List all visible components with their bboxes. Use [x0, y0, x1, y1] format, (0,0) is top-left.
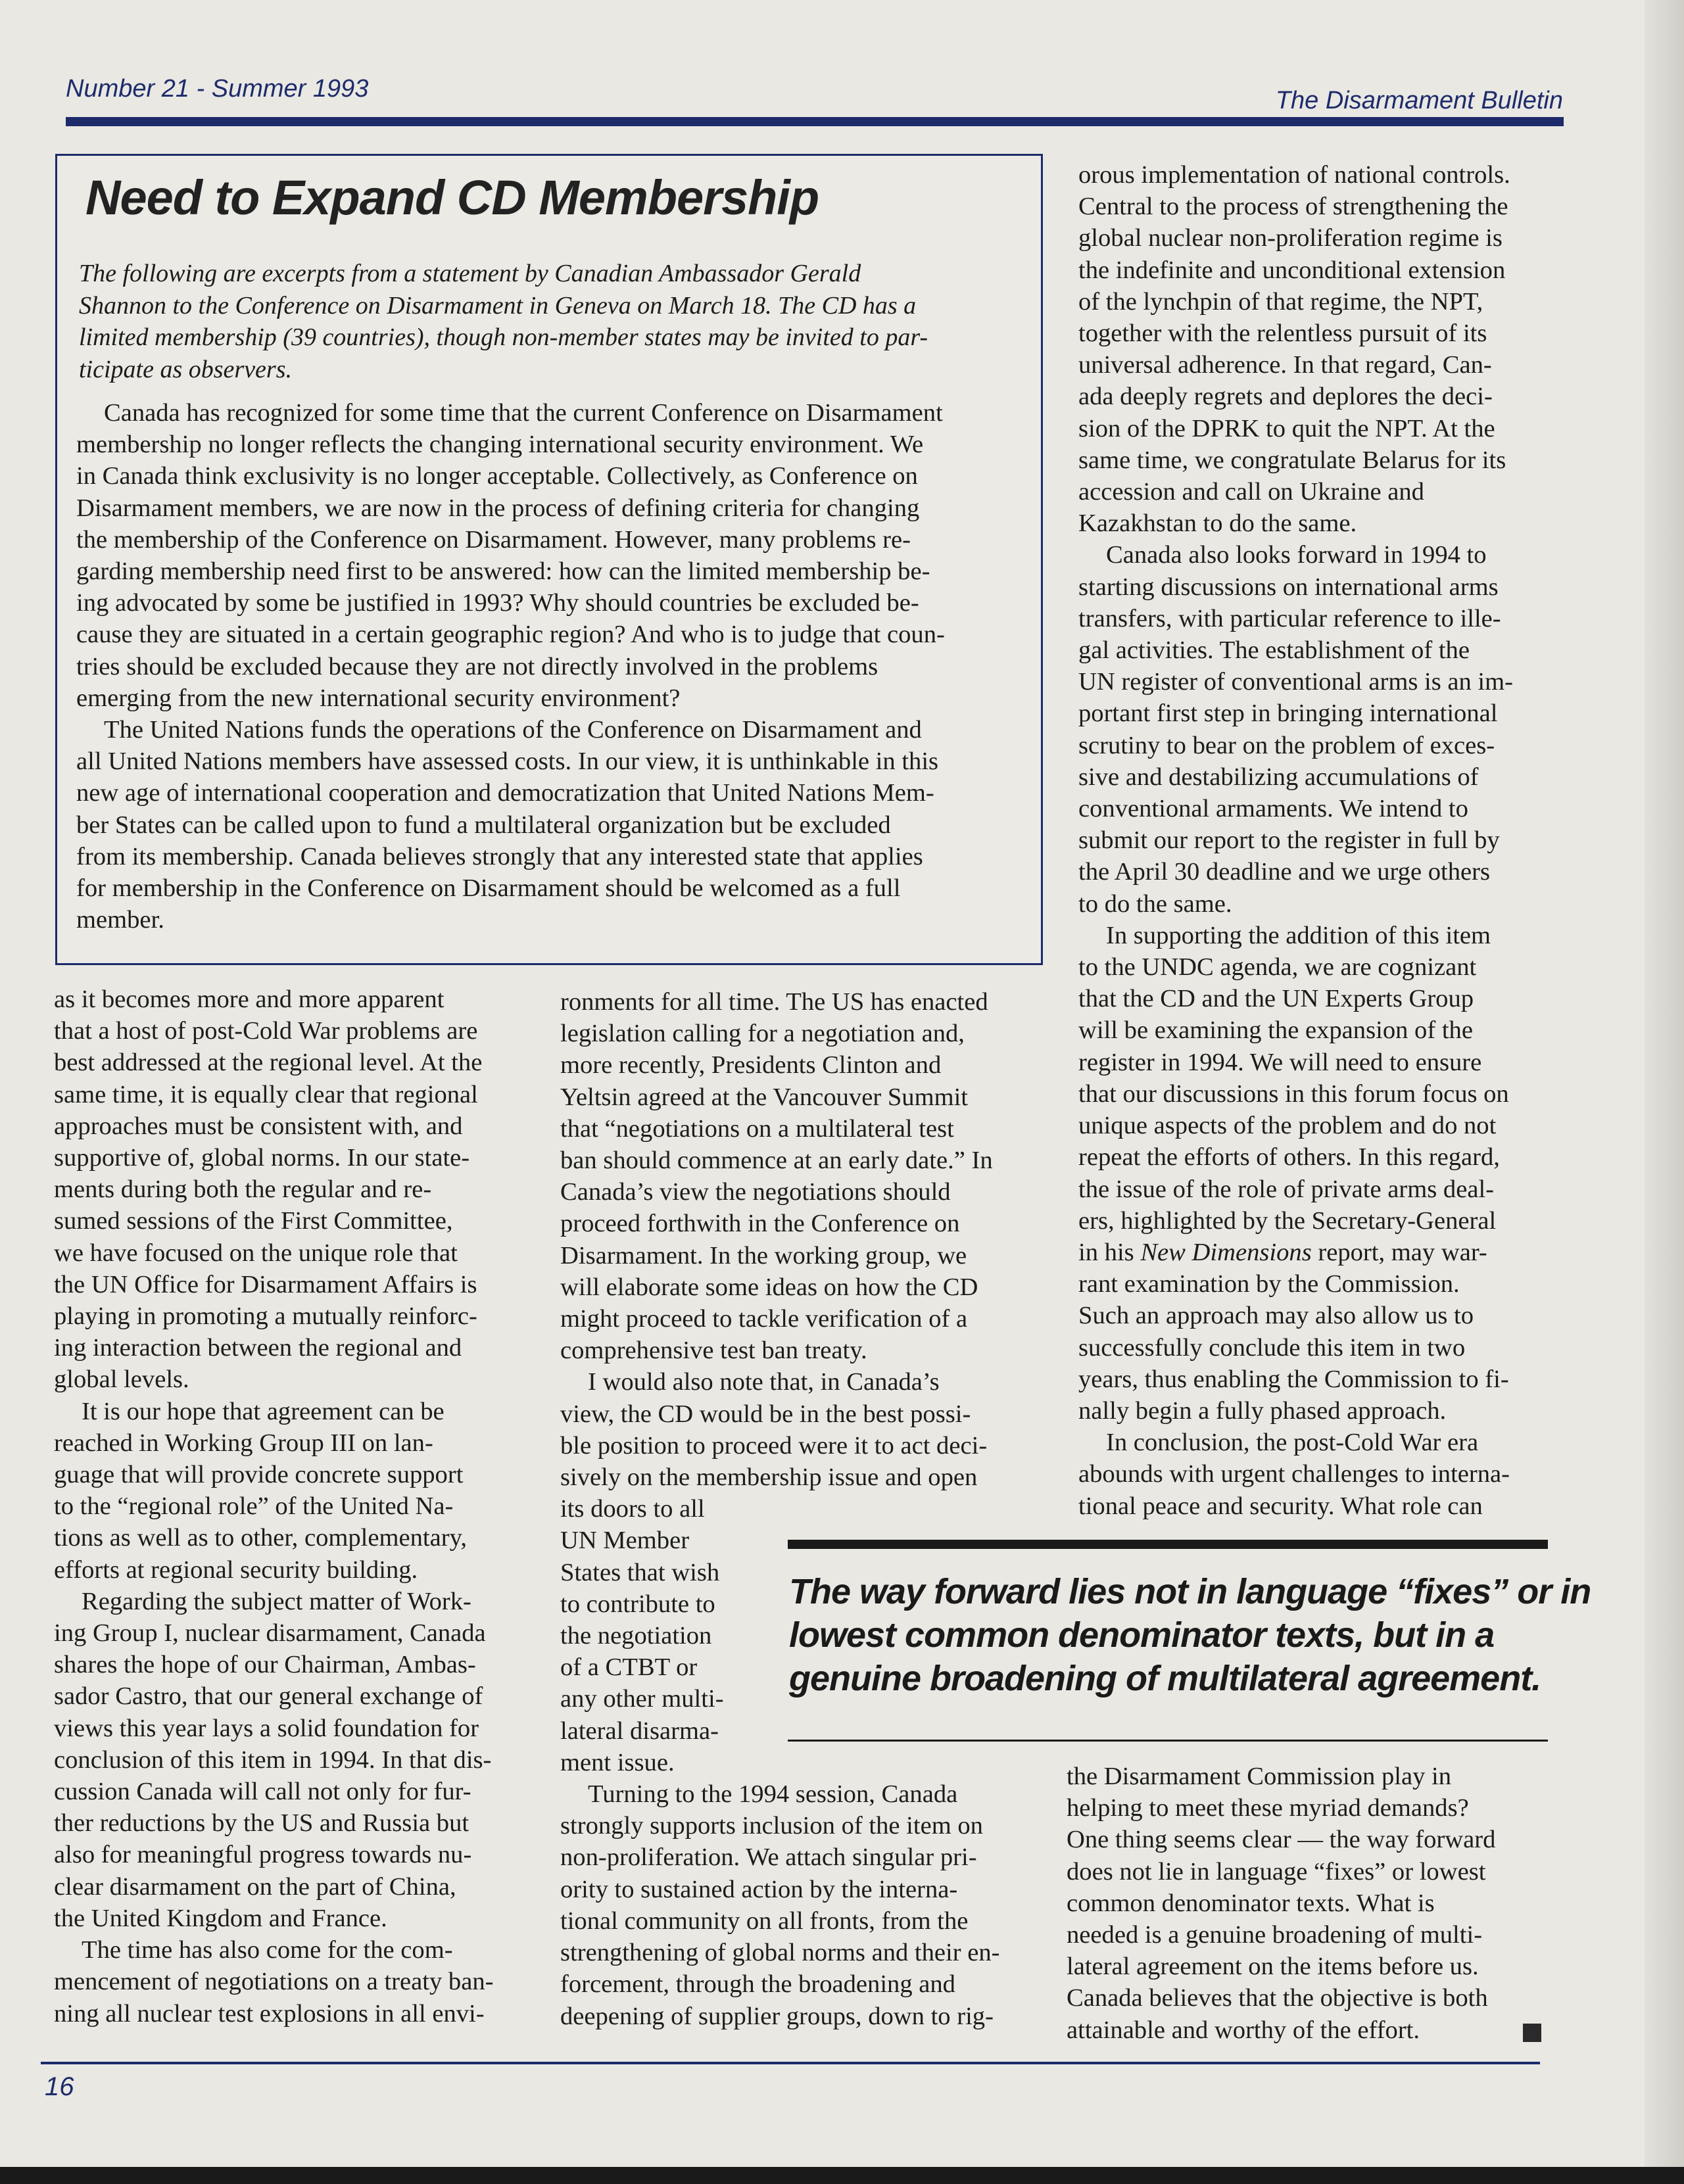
text-line: States that wish — [560, 1558, 720, 1586]
text-line: the Disarmament Commission play in — [1067, 1763, 1452, 1790]
text-line: ada deeply regrets and deplores the deci- — [1078, 383, 1493, 411]
text-line: orous implementation of national controls. — [1078, 161, 1510, 189]
text-line: the United Kingdom and France. — [54, 1904, 387, 1932]
text-line: all United Nations members have assessed costs. In our view, it is unthinkable in this — [76, 748, 939, 776]
text-line: we have focused on the unique role that — [54, 1239, 458, 1267]
text-line: universal adherence. In that regard, Can- — [1078, 351, 1492, 379]
text-line: tional peace and security. What role can — [1078, 1492, 1483, 1520]
text-line: legislation calling for a negotiation and, — [560, 1020, 965, 1048]
text-line: sumed sessions of the First Committee, — [54, 1207, 453, 1235]
text-line: conclusion of this item in 1994. In that dis- — [54, 1745, 492, 1774]
text-line: garding membership need first to be answered: how can the limited membership be- — [76, 558, 930, 586]
text-line: also for meaningful progress towards nu- — [54, 1841, 472, 1869]
pull-quote-line: genuine broadening of multilateral agreement. — [789, 1659, 1541, 1698]
text-line: more recently, Presidents Clinton and — [560, 1051, 942, 1080]
article-title: Need to Expand CD Membership — [85, 170, 819, 225]
text-span: report, may war- — [1311, 1238, 1487, 1266]
scan-edge-strip — [0, 2167, 1684, 2184]
text-line: tries should be excluded because they are not directly involved in the problems — [76, 652, 878, 680]
text-line: repeat the efforts of others. In this regard, — [1078, 1143, 1500, 1172]
text-line: ing advocated by some be justified in 1993? Why should countries be excluded be- — [76, 589, 919, 617]
text-line: will be examining the expansion of the — [1078, 1016, 1473, 1045]
text-line: guage that will provide concrete support — [54, 1461, 464, 1489]
end-of-article-mark — [1523, 2024, 1541, 2042]
text-line: same time, it is equally clear that regional — [54, 1080, 478, 1108]
text-line: the UN Office for Disarmament Affairs is — [54, 1270, 477, 1298]
header-rule — [66, 117, 1564, 126]
text-line: sion of the DPRK to quit the NPT. At the — [1078, 414, 1495, 442]
text-line: Canada has recognized for some time that the current Conference on Disarmament — [104, 399, 943, 427]
text-line: Canada’s view the negotiations should — [560, 1178, 951, 1206]
text-line: ber States can be called upon to fund a multilateral organization but be excluded — [76, 811, 891, 839]
text-line: to the “regional role” of the United Na- — [54, 1492, 454, 1521]
text-line: strongly supports inclusion of the item on — [560, 1812, 983, 1840]
text-line: proceed forthwith in the Conference on — [560, 1210, 960, 1238]
text-line: cussion Canada will call not only for fur- — [54, 1778, 471, 1806]
text-line — [1078, 1237, 1513, 1268]
text-line: Disarmament. In the working group, we — [560, 1241, 967, 1270]
text-line: emerging from the new international security environment? — [76, 684, 681, 712]
text-line: ments during both the regular and re- — [54, 1175, 432, 1204]
text-line: sador Castro, that our general exchange of — [54, 1682, 483, 1711]
text-line: any other multi- — [560, 1685, 724, 1713]
text-line: that our discussions in this forum focus on — [1078, 1080, 1509, 1108]
text-line: the membership of the Conference on Disarmament. However, many problems re- — [76, 525, 911, 554]
text-line: scrutiny to bear on the problem of exces- — [1078, 731, 1495, 759]
text-line: Yeltsin agreed at the Vancouver Summit — [560, 1083, 969, 1111]
text-span: in his — [1078, 1238, 1141, 1266]
text-line: UN register of conventional arms is an im- — [1078, 668, 1514, 696]
text-line: as it becomes more and more apparent — [54, 985, 445, 1013]
text-line: to do the same. — [1078, 890, 1232, 918]
column-3 — [1078, 159, 1513, 1522]
text-line: will elaborate some ideas on how the CD — [560, 1273, 978, 1301]
pull-quote-rule-top — [788, 1540, 1548, 1549]
intro-line: ticipate as observers. — [79, 355, 293, 383]
text-line: to the UNDC agenda, we are cognizant — [1078, 953, 1477, 982]
text-line: needed is a genuine broadening of multi- — [1067, 1921, 1483, 1949]
text-line: I would also note that, in Canada’s — [588, 1368, 940, 1396]
text-line: transfers, with particular reference to ille- — [1078, 604, 1501, 632]
text-line: Central to the process of strengthening the — [1078, 193, 1508, 221]
text-line: submit our report to the register in full by — [1078, 826, 1500, 855]
text-line: efforts at regional security building. — [54, 1555, 418, 1584]
text-line: for membership in the Conference on Disarmament should be welcomed as a full — [76, 874, 901, 903]
text-line: Turning to the 1994 session, Canada — [588, 1780, 958, 1809]
text-line: might proceed to tackle verification of a — [560, 1305, 968, 1333]
text-line: Kazakhstan to do the same. — [1078, 510, 1357, 538]
text-line: tions as well as to other, complementary, — [54, 1524, 468, 1552]
column-3-continued — [1067, 1761, 1495, 2046]
text-line: Disarmament members, we are now in the process of defining criteria for changing — [76, 494, 920, 522]
text-line: does not lie in language “fixes” or lowest — [1067, 1857, 1486, 1886]
text-line: register in 1994. We will need to ensure — [1078, 1048, 1482, 1076]
text-line: ble position to proceed were it to act deci- — [560, 1431, 988, 1460]
intro-line: Shannon to the Conference on Disarmament in Geneva on March 18. The CD has a — [79, 291, 917, 320]
report-title: New Dimensions — [1140, 1238, 1312, 1266]
text-line: lateral agreement on the items before us. — [1067, 1953, 1479, 1981]
text-line: member. — [76, 906, 164, 934]
text-line: that a host of post-Cold War problems are — [54, 1017, 478, 1045]
text-line: strengthening of global norms and their en- — [560, 1939, 1000, 1967]
pull-quote — [789, 1570, 1591, 1700]
text-line: ority to sustained action by the interna- — [560, 1875, 958, 1903]
text-line: ment issue. — [560, 1748, 675, 1776]
text-line: mencement of negotiations on a treaty ban- — [54, 1968, 494, 1996]
page-number: 16 — [45, 2072, 74, 2101]
text-line: The time has also come for the com- — [82, 1936, 453, 1964]
pull-quote-line: lowest common denominator texts, but in a — [789, 1615, 1495, 1655]
text-line: helping to meet these myriad demands? — [1067, 1794, 1469, 1822]
text-line: that “negotiations on a multilateral test — [560, 1114, 954, 1143]
text-line: ing Group I, nuclear disarmament, Canada — [54, 1619, 486, 1648]
text-line: non-proliferation. We attach singular pri- — [560, 1843, 977, 1872]
column-1 — [54, 984, 493, 2030]
text-line: of a CTBT or — [560, 1653, 698, 1682]
text-line: membership no longer reflects the changing international security environment. We — [76, 431, 924, 459]
text-line: accession and call on Ukraine and — [1078, 478, 1424, 506]
column-2 — [560, 986, 1000, 2032]
text-line: Regarding the subject matter of Work- — [82, 1587, 471, 1615]
text-line: The United Nations funds the operations of the Conference on Disarmament and — [104, 716, 922, 744]
text-line: sive and destabilizing accumulations of — [1078, 763, 1479, 791]
text-line: the indefinite and unconditional extension — [1078, 256, 1506, 284]
text-line: sively on the membership issue and open — [560, 1463, 978, 1492]
text-line: Such an approach may also allow us to — [1078, 1302, 1474, 1330]
text-line: clear disarmament on the part of China, — [54, 1872, 456, 1901]
footer-rule — [41, 2062, 1540, 2064]
text-line: conventional armaments. We intend to — [1078, 795, 1468, 823]
text-line: playing in promoting a mutually reinforc- — [54, 1302, 477, 1331]
publication-name: The Disarmament Bulletin — [1275, 87, 1563, 114]
text-line: tional community on all fronts, from the — [560, 1907, 969, 1935]
text-line: the issue of the role of private arms deal- — [1078, 1175, 1495, 1203]
text-line: forcement, through the broadening and — [560, 1970, 955, 1999]
text-line: supportive of, global norms. In our state- — [54, 1144, 470, 1172]
text-line: ther reductions by the US and Russia but — [54, 1809, 469, 1838]
text-line: the negotiation — [560, 1622, 712, 1650]
box-body-text — [76, 397, 945, 936]
text-line: years, thus enabling the Commission to fi- — [1078, 1365, 1509, 1393]
text-line: lateral disarma- — [560, 1717, 719, 1745]
text-line: attainable and worthy of the effort. — [1067, 2016, 1420, 2044]
text-line: the April 30 deadline and we urge others — [1078, 858, 1491, 886]
text-line: It is our hope that agreement can be — [82, 1397, 445, 1425]
text-line: portant first step in bringing international — [1078, 700, 1498, 728]
text-line: approaches must be consistent with, and — [54, 1112, 463, 1140]
article-intro — [79, 258, 928, 385]
text-line: view, the CD would be in the best possi- — [560, 1400, 971, 1428]
text-line: best addressed at the regional level. At the — [54, 1049, 483, 1077]
text-line: rant examination by the Commission. — [1078, 1270, 1460, 1298]
text-line: ing interaction between the regional and — [54, 1334, 462, 1362]
text-line: In supporting the addition of this item — [1106, 921, 1491, 949]
text-line: same time, we congratulate Belarus for its — [1078, 446, 1506, 474]
text-line: ers, highlighted by the Secretary-General — [1078, 1206, 1497, 1235]
pull-quote-rule-bottom — [788, 1740, 1548, 1742]
text-line: successfully conclude this item in two — [1078, 1333, 1466, 1362]
text-line: deepening of supplier groups, down to rig- — [560, 2002, 994, 2030]
page-edge-shadow — [1645, 0, 1684, 2184]
intro-line: The following are excerpts from a statement by Canadian Ambassador Gerald — [79, 260, 861, 287]
text-line: starting discussions on international arms — [1078, 573, 1499, 601]
text-line: of the lynchpin of that regime, the NPT, — [1078, 287, 1483, 316]
intro-line: limited membership (39 countries), though non-member states may be invited to par- — [79, 323, 928, 351]
text-line: ronments for all time. The US has enacted — [560, 988, 988, 1016]
issue-label: Number 21 - Summer 1993 — [66, 75, 369, 103]
text-line: from its membership. Canada believes strongly that any interested state that applies — [76, 842, 923, 870]
pull-quote-line: The way forward lies not in language “fixes” or in — [789, 1572, 1591, 1611]
text-line: ban should commence at an early date.” In — [560, 1147, 993, 1175]
text-line: new age of international cooperation and democratization that United Nations Mem- — [76, 779, 934, 807]
text-line: UN Member — [560, 1527, 690, 1555]
text-line: global levels. — [54, 1365, 189, 1394]
text-line: In conclusion, the post-Cold War era — [1106, 1429, 1479, 1457]
text-line: common denominator texts. What is — [1067, 1889, 1435, 1917]
text-line: that the CD and the UN Experts Group — [1078, 985, 1474, 1013]
text-line: shares the hope of our Chairman, Ambas- — [54, 1651, 476, 1679]
text-line: One thing seems clear — the way forward — [1067, 1826, 1496, 1854]
text-line: views this year lays a solid foundation for — [54, 1714, 479, 1742]
text-line: global nuclear non-proliferation regime is — [1078, 224, 1503, 252]
text-line: its doors to all — [560, 1495, 705, 1523]
text-line: in Canada think exclusivity is no longer acceptable. Collectively, as Conference on — [76, 462, 918, 490]
text-line: unique aspects of the problem and do not — [1078, 1112, 1497, 1140]
text-line: Canada believes that the objective is both — [1067, 1984, 1488, 2012]
text-line: ning all nuclear test explosions in all envi- — [54, 1999, 485, 2028]
text-line: Canada also looks forward in 1994 to — [1106, 541, 1487, 569]
text-line: nally begin a fully phased approach. — [1078, 1396, 1447, 1425]
text-line: to contribute to — [560, 1590, 715, 1618]
text-line: gal activities. The establishment of the — [1078, 636, 1470, 665]
text-line: cause they are situated in a certain geographic region? And who is to judge that coun- — [76, 621, 945, 649]
text-line: together with the relentless pursuit of its — [1078, 320, 1487, 348]
text-line: comprehensive test ban treaty. — [560, 1337, 867, 1365]
text-line: reached in Working Group III on lan- — [54, 1429, 433, 1457]
text-line: abounds with urgent challenges to interna- — [1078, 1460, 1510, 1488]
